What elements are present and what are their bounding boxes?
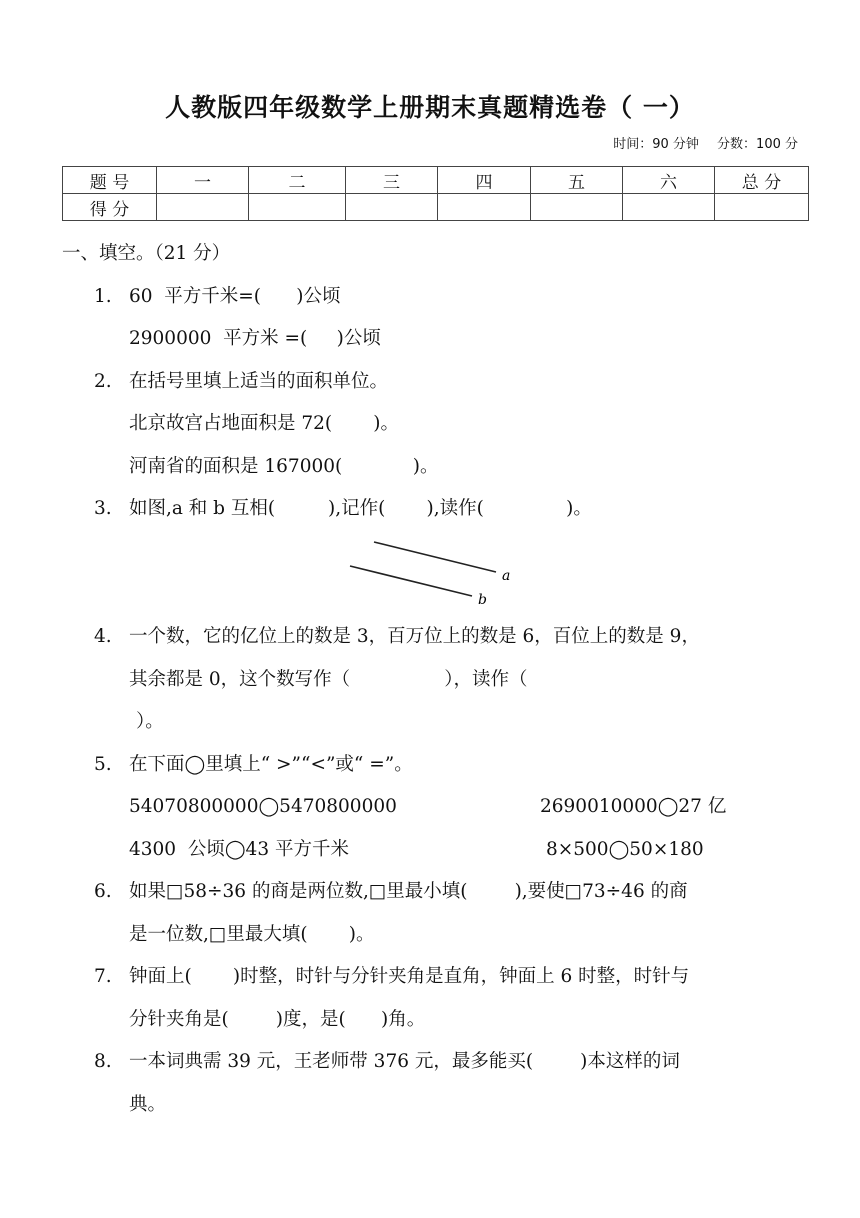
question-text: 钟面上( )时整，时针与分针夹角是直角，钟面上 6 时整，时针与 — [129, 966, 690, 987]
comparison-item: 54070800000◯5470800000 — [129, 796, 397, 817]
question-text: 北京故宫占地面积是 72( )。 — [129, 413, 400, 434]
question-number: 7. — [94, 966, 112, 987]
header-cell: 二 — [249, 167, 346, 194]
header-cell: 一 — [157, 167, 249, 194]
question-number: 4. — [94, 626, 112, 647]
question-text: 60 平方千米=( )公顷 — [129, 286, 341, 307]
question-text: 在括号里填上适当的面积单位。 — [129, 371, 389, 392]
header-cell: 五 — [531, 167, 623, 194]
score-cell — [438, 194, 531, 221]
parallel-lines-figure — [340, 532, 530, 612]
question-text: 2900000 平方米 =( )公顷 — [129, 328, 381, 349]
score-cell — [623, 194, 715, 221]
header-cell: 总 分 — [715, 167, 809, 194]
question-text: 如果□58÷36 的商是两位数,□里最小填( ),要使□73÷46 的商 — [129, 881, 688, 902]
question-number: 2. — [94, 371, 112, 392]
score-cell — [346, 194, 438, 221]
question-text: 一个数，它的亿位上的数是 3，百万位上的数是 6，百位上的数是 9， — [129, 626, 700, 647]
score-cell — [249, 194, 346, 221]
question-number: 5. — [94, 754, 112, 775]
question-text: 如图,a 和 b 互相( ),记作( ),读作( )。 — [129, 498, 592, 519]
section-heading: 一、填空。（21 分） — [62, 243, 231, 264]
score-row-label: 得 分 — [63, 194, 157, 221]
exam-meta — [613, 133, 798, 152]
time-limit: 时间：90 分钟 — [613, 137, 699, 152]
header-cell: 六 — [623, 167, 715, 194]
header-cell: 三 — [346, 167, 438, 194]
total-score: 分数：100 分 — [717, 137, 798, 152]
comparison-item: 8×500◯50×180 — [546, 839, 704, 860]
question-text: 河南省的面积是 167000( )。 — [129, 456, 439, 477]
question-text: 一本词典需 39 元，王老师带 376 元，最多能买( )本这样的词 — [129, 1051, 680, 1072]
comparison-item: 4300 公顷◯43 平方千米 — [129, 839, 349, 860]
page-title: 人教版四年级数学上册期末真题精选卷（ 一） — [165, 93, 695, 122]
question-text: 其余都是 0，这个数写作（ ），读作（ — [129, 669, 528, 690]
header-cell: 题 号 — [63, 167, 157, 194]
score-table-score-row — [63, 194, 809, 221]
label-b: b — [478, 592, 487, 608]
score-table-header-row — [63, 167, 809, 194]
question-text: 分针夹角是( )度，是( )角。 — [129, 1009, 426, 1030]
question-number: 1. — [94, 286, 112, 307]
comparison-item: 2690010000◯27 亿 — [540, 796, 727, 817]
question-number: 3. — [94, 498, 112, 519]
score-cell — [715, 194, 809, 221]
line-a — [374, 542, 496, 572]
header-cell: 四 — [438, 167, 531, 194]
score-table — [62, 166, 809, 221]
line-b — [350, 566, 472, 596]
question-text: 在下面◯里填上“ >”“<”或“ =”。 — [129, 754, 413, 775]
question-number: 6. — [94, 881, 112, 902]
score-cell — [157, 194, 249, 221]
question-text: 典。 — [129, 1094, 167, 1115]
score-cell — [531, 194, 623, 221]
label-a: a — [502, 568, 511, 584]
question-number: 8. — [94, 1051, 112, 1072]
question-text: 是一位数,□里最大填( )。 — [129, 924, 375, 945]
question-text: ）。 — [136, 711, 164, 732]
